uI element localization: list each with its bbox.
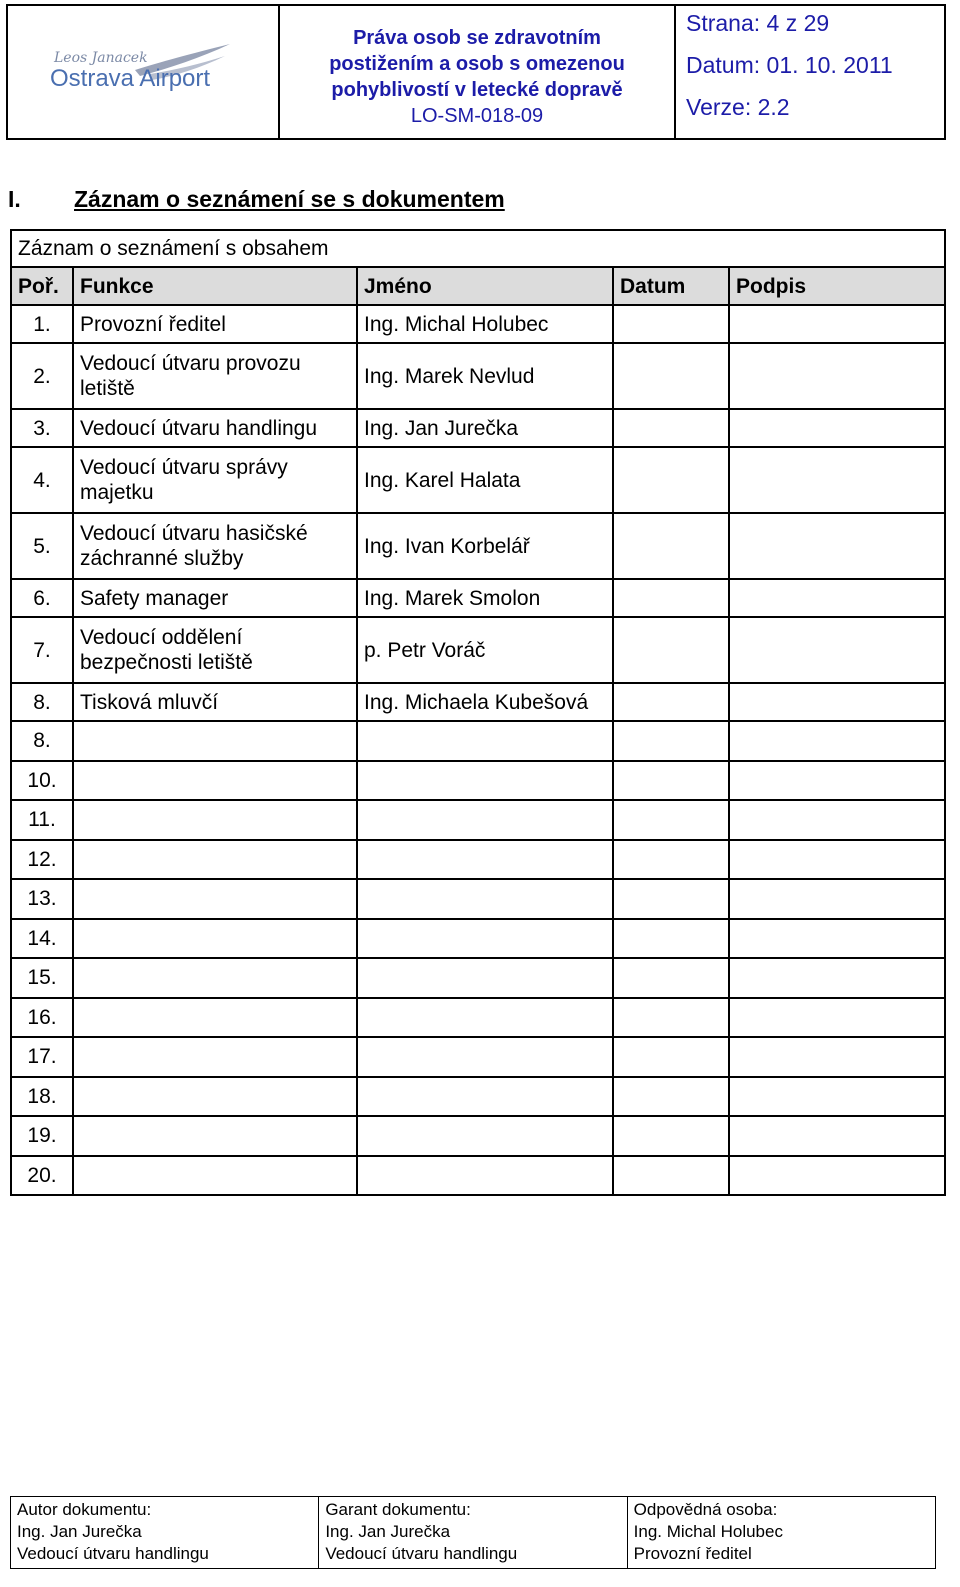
row-date-cell[interactable] bbox=[613, 721, 729, 761]
table-row bbox=[11, 683, 945, 721]
row-signature-cell[interactable] bbox=[729, 958, 945, 998]
footer-guarantor-label: Garant dokumentu: bbox=[325, 1500, 471, 1519]
empty-row bbox=[11, 958, 945, 998]
document-title bbox=[280, 6, 676, 138]
row-date-cell[interactable] bbox=[613, 919, 729, 959]
row-no: 16. bbox=[11, 998, 73, 1038]
row-date-cell[interactable] bbox=[613, 683, 729, 721]
row-date-cell[interactable] bbox=[613, 343, 729, 409]
row-function: Provozní ředitel bbox=[73, 305, 357, 343]
footer-responsible-role: Provozní ředitel bbox=[633, 1544, 752, 1563]
row-name-cell[interactable] bbox=[357, 958, 613, 998]
row-no: 8. bbox=[11, 683, 73, 721]
row-function: Vedoucí oddělení bezpečnosti letiště bbox=[73, 617, 357, 683]
empty-row bbox=[11, 1156, 945, 1196]
header-function: Funkce bbox=[73, 267, 357, 305]
ostrava-airport-logo bbox=[40, 40, 240, 100]
empty-row bbox=[11, 919, 945, 959]
empty-row bbox=[11, 998, 945, 1038]
row-date-cell[interactable] bbox=[613, 840, 729, 880]
row-name-cell[interactable] bbox=[357, 1156, 613, 1196]
row-signature-cell[interactable] bbox=[729, 800, 945, 840]
row-no: 12. bbox=[11, 840, 73, 880]
row-name: Ing. Karel Halata bbox=[357, 447, 613, 513]
logo-script-text: Leos Janacek bbox=[54, 50, 148, 66]
document-date: Datum: 01. 10. 2011 bbox=[686, 52, 893, 78]
table-row bbox=[11, 343, 945, 409]
section-title: Záznam o seznámení se s dokumentem bbox=[74, 186, 505, 212]
row-name-cell[interactable] bbox=[357, 1077, 613, 1117]
row-date-cell[interactable] bbox=[613, 761, 729, 801]
row-function-cell[interactable] bbox=[73, 840, 357, 880]
title-line-2: postižením a osob s omezenou bbox=[329, 53, 625, 75]
section-number: I. bbox=[8, 186, 21, 212]
table-row bbox=[11, 513, 945, 579]
table-caption-row bbox=[11, 230, 945, 267]
row-no: 11. bbox=[11, 800, 73, 840]
row-no: 18. bbox=[11, 1077, 73, 1117]
row-no: 5. bbox=[11, 513, 73, 579]
row-no: 13. bbox=[11, 879, 73, 919]
row-name: p. Petr Voráč bbox=[357, 617, 613, 683]
footer-responsible-name: Ing. Michal Holubec bbox=[633, 1522, 783, 1541]
row-function-cell[interactable] bbox=[73, 761, 357, 801]
row-function-cell[interactable] bbox=[73, 721, 357, 761]
row-date-cell[interactable] bbox=[613, 958, 729, 998]
row-no: 7. bbox=[11, 617, 73, 683]
row-function-cell[interactable] bbox=[73, 1116, 357, 1156]
row-signature-cell[interactable] bbox=[729, 447, 945, 513]
empty-row bbox=[11, 800, 945, 840]
row-function: Vedoucí útvaru správy majetku bbox=[73, 447, 357, 513]
empty-row bbox=[11, 761, 945, 801]
page-number: Strana: 4 z 29 bbox=[686, 10, 830, 36]
logo-main-text: Ostrava Airport bbox=[50, 65, 211, 92]
footer-guarantor bbox=[319, 1497, 627, 1569]
empty-row bbox=[11, 840, 945, 880]
row-name-cell[interactable] bbox=[357, 721, 613, 761]
document-code: LO-SM-018-09 bbox=[410, 105, 544, 127]
footer-responsible bbox=[627, 1497, 935, 1569]
row-name-cell[interactable] bbox=[357, 761, 613, 801]
acknowledgement-table bbox=[10, 229, 946, 1196]
document-meta bbox=[676, 6, 944, 138]
footer-author bbox=[11, 1497, 319, 1569]
row-function: Vedoucí útvaru provozu letiště bbox=[73, 343, 357, 409]
row-no: 17. bbox=[11, 1037, 73, 1077]
row-function: Tisková mluvčí bbox=[73, 683, 357, 721]
header-signature: Podpis bbox=[729, 267, 945, 305]
title-line-1: Práva osob se zdravotním bbox=[353, 27, 601, 49]
row-signature-cell[interactable] bbox=[729, 305, 945, 343]
row-name: Ing. Ivan Korbelář bbox=[357, 513, 613, 579]
row-function-cell[interactable] bbox=[73, 879, 357, 919]
row-function: Vedoucí útvaru handlingu bbox=[73, 409, 357, 447]
row-name-cell[interactable] bbox=[357, 800, 613, 840]
row-date-cell[interactable] bbox=[613, 1037, 729, 1077]
row-date-cell[interactable] bbox=[613, 1156, 729, 1196]
header-no: Poř. bbox=[11, 267, 73, 305]
section-heading bbox=[8, 186, 505, 213]
row-name-cell[interactable] bbox=[357, 998, 613, 1038]
table-row bbox=[11, 617, 945, 683]
row-signature-cell[interactable] bbox=[729, 1037, 945, 1077]
row-no: 10. bbox=[11, 761, 73, 801]
row-signature-cell[interactable] bbox=[729, 879, 945, 919]
empty-row bbox=[11, 1077, 945, 1117]
row-signature-cell[interactable] bbox=[729, 721, 945, 761]
row-function-cell[interactable] bbox=[73, 1037, 357, 1077]
row-name-cell[interactable] bbox=[357, 1037, 613, 1077]
footer-author-role: Vedoucí útvaru handlingu bbox=[17, 1544, 209, 1563]
document-header bbox=[6, 4, 946, 140]
header-name: Jméno bbox=[357, 267, 613, 305]
row-name-cell[interactable] bbox=[357, 919, 613, 959]
row-name-cell[interactable] bbox=[357, 840, 613, 880]
logo-cell bbox=[8, 6, 280, 138]
row-name-cell[interactable] bbox=[357, 879, 613, 919]
row-no: 2. bbox=[11, 343, 73, 409]
row-no: 19. bbox=[11, 1116, 73, 1156]
table-row bbox=[11, 305, 945, 343]
footer-guarantor-role: Vedoucí útvaru handlingu bbox=[325, 1544, 518, 1563]
row-signature-cell[interactable] bbox=[729, 579, 945, 617]
row-signature-cell[interactable] bbox=[729, 1156, 945, 1196]
row-date-cell[interactable] bbox=[613, 1116, 729, 1156]
footer-guarantor-name: Ing. Jan Jurečka bbox=[325, 1522, 451, 1541]
row-date-cell[interactable] bbox=[613, 879, 729, 919]
empty-row bbox=[11, 1037, 945, 1077]
empty-row bbox=[11, 1116, 945, 1156]
document-version: Verze: 2.2 bbox=[686, 94, 790, 120]
row-date-cell[interactable] bbox=[613, 617, 729, 683]
row-name-cell[interactable] bbox=[357, 1116, 613, 1156]
row-function-cell[interactable] bbox=[73, 800, 357, 840]
row-no: 4. bbox=[11, 447, 73, 513]
row-name: Ing. Marek Nevlud bbox=[357, 343, 613, 409]
row-function-cell[interactable] bbox=[73, 1077, 357, 1117]
row-function-cell[interactable] bbox=[73, 1156, 357, 1196]
row-function: Vedoucí útvaru hasičské záchranné služby bbox=[73, 513, 357, 579]
table-caption: Záznam o seznámení s obsahem bbox=[11, 230, 945, 267]
header-date: Datum bbox=[613, 267, 729, 305]
document-footer bbox=[10, 1496, 936, 1569]
table-row bbox=[11, 447, 945, 513]
row-function-cell[interactable] bbox=[73, 998, 357, 1038]
title-line-3: pohyblivostí v letecké dopravě bbox=[331, 79, 623, 101]
row-signature-cell[interactable] bbox=[729, 343, 945, 409]
row-date-cell[interactable] bbox=[613, 305, 729, 343]
row-no: 3. bbox=[11, 409, 73, 447]
row-date-cell[interactable] bbox=[613, 579, 729, 617]
footer-responsible-label: Odpovědná osoba: bbox=[633, 1500, 778, 1519]
row-signature-cell[interactable] bbox=[729, 840, 945, 880]
row-date-cell[interactable] bbox=[613, 513, 729, 579]
row-name: Ing. Marek Smolon bbox=[357, 579, 613, 617]
row-date-cell[interactable] bbox=[613, 800, 729, 840]
row-signature-cell[interactable] bbox=[729, 683, 945, 721]
row-signature-cell[interactable] bbox=[729, 998, 945, 1038]
row-no: 1. bbox=[11, 305, 73, 343]
row-name: Ing. Michaela Kubešová bbox=[357, 683, 613, 721]
empty-row bbox=[11, 721, 945, 761]
row-no: 14. bbox=[11, 919, 73, 959]
table-row bbox=[11, 409, 945, 447]
row-signature-cell[interactable] bbox=[729, 409, 945, 447]
row-signature-cell[interactable] bbox=[729, 1116, 945, 1156]
row-date-cell[interactable] bbox=[613, 409, 729, 447]
row-date-cell[interactable] bbox=[613, 447, 729, 513]
row-function-cell[interactable] bbox=[73, 919, 357, 959]
footer-author-name: Ing. Jan Jurečka bbox=[17, 1522, 142, 1541]
row-no: 20. bbox=[11, 1156, 73, 1196]
row-no: 6. bbox=[11, 579, 73, 617]
row-name: Ing. Jan Jurečka bbox=[357, 409, 613, 447]
row-signature-cell[interactable] bbox=[729, 919, 945, 959]
row-no: 8. bbox=[11, 721, 73, 761]
row-no: 15. bbox=[11, 958, 73, 998]
row-date-cell[interactable] bbox=[613, 998, 729, 1038]
footer-author-label: Autor dokumentu: bbox=[17, 1500, 152, 1519]
row-signature-cell[interactable] bbox=[729, 761, 945, 801]
row-signature-cell[interactable] bbox=[729, 513, 945, 579]
row-date-cell[interactable] bbox=[613, 1077, 729, 1117]
table-header-row bbox=[11, 267, 945, 305]
row-name: Ing. Michal Holubec bbox=[357, 305, 613, 343]
row-signature-cell[interactable] bbox=[729, 617, 945, 683]
row-function-cell[interactable] bbox=[73, 958, 357, 998]
empty-row bbox=[11, 879, 945, 919]
row-signature-cell[interactable] bbox=[729, 1077, 945, 1117]
row-function: Safety manager bbox=[73, 579, 357, 617]
table-row bbox=[11, 579, 945, 617]
